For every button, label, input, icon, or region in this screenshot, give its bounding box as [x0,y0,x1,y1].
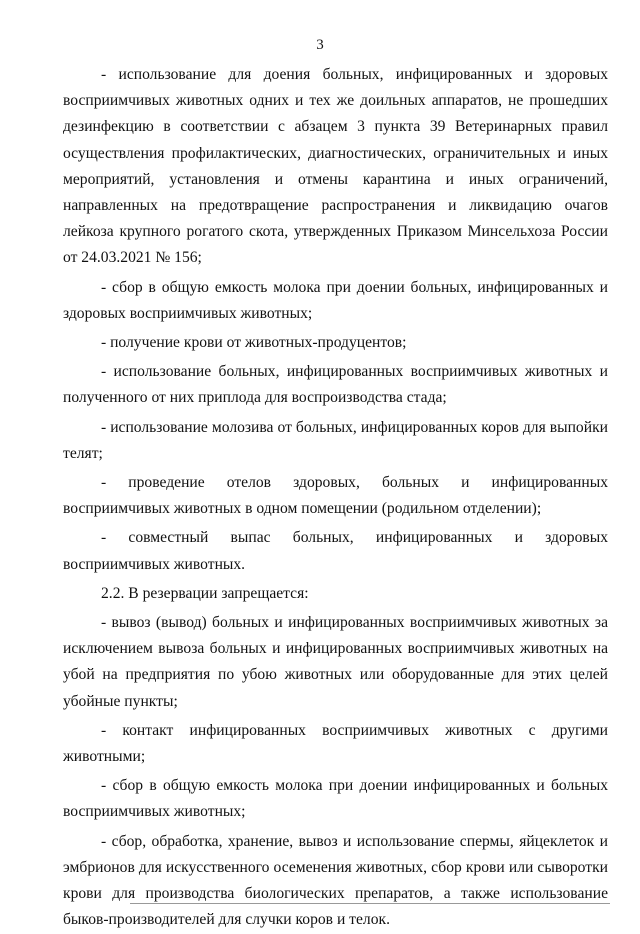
bottom-divider [130,903,610,904]
paragraph-milking-equipment: - использование для доения больных, инфицированных и здоровых восприимчивых животных одних и тех же доильных аппаратов, не прошедших дезинфекцию в соответствии с абзацем 3 пункта 39 Ветеринарных правил осуществления профилактических, диагностических, ограничительных и иных мероприятий, установления и отмены карантина и иных ограничений, направленных на предотвращение распространения и ликвидацию очагов лейкоза крупного рогатого скота, утвержденных Приказом Минсельхоза России от 24.03.2021 № 156; [63,66,608,267]
paragraph-colostrum-use: - использование молозива от больных, инфицированных коров для выпойки телят; [63,418,608,462]
document-body [63,62,608,934]
page-number: 3 [316,37,324,53]
paragraph-semen-blood-handling: - сбор, обработка, хранение, вывоз и использование спермы, яйцеклеток и эмбрионов для искусственного осеменения животных, сбор крови или сыворотки крови для производства биологических препаратов, а также использование быков-производителей для случки коров и телок. [63,832,608,929]
paragraph-calving: - проведение отелов здоровых, больных и инфицированных восприимчивых животных в одном помещении (родильном отделении); [63,474,608,518]
section-heading-reservation: 2.2. В резервации запрещается: [101,584,309,602]
paragraph-milk-collection-reservation: - сбор в общую емкость молока при доении инфицированных и больных восприимчивых животных; [63,777,608,821]
paragraph-animal-removal: - вывоз (вывод) больных и инфицированных восприимчивых животных за исключением вывоза больных и инфицированных восприимчивых животных на убой на предприятия по убою животных или оборудованные для этих целей убойные пункты; [63,614,608,710]
paragraph-herd-reproduction: - использование больных, инфицированных восприимчивых животных и полученного от них приплода для воспроизводства стада; [63,363,608,407]
paragraph-animal-contact: - контакт инфицированных восприимчивых животных с другими животными; [63,721,608,766]
paragraph-blood-collection: - получение крови от животных-продуцентов; [101,334,407,352]
paragraph-grazing: - совместный выпас больных, инфицированных и здоровых восприимчивых животных. [63,529,608,573]
paragraph-milk-collection: - сбор в общую емкость молока при доении больных, инфицированных и здоровых восприимчивых животных; [63,278,608,322]
